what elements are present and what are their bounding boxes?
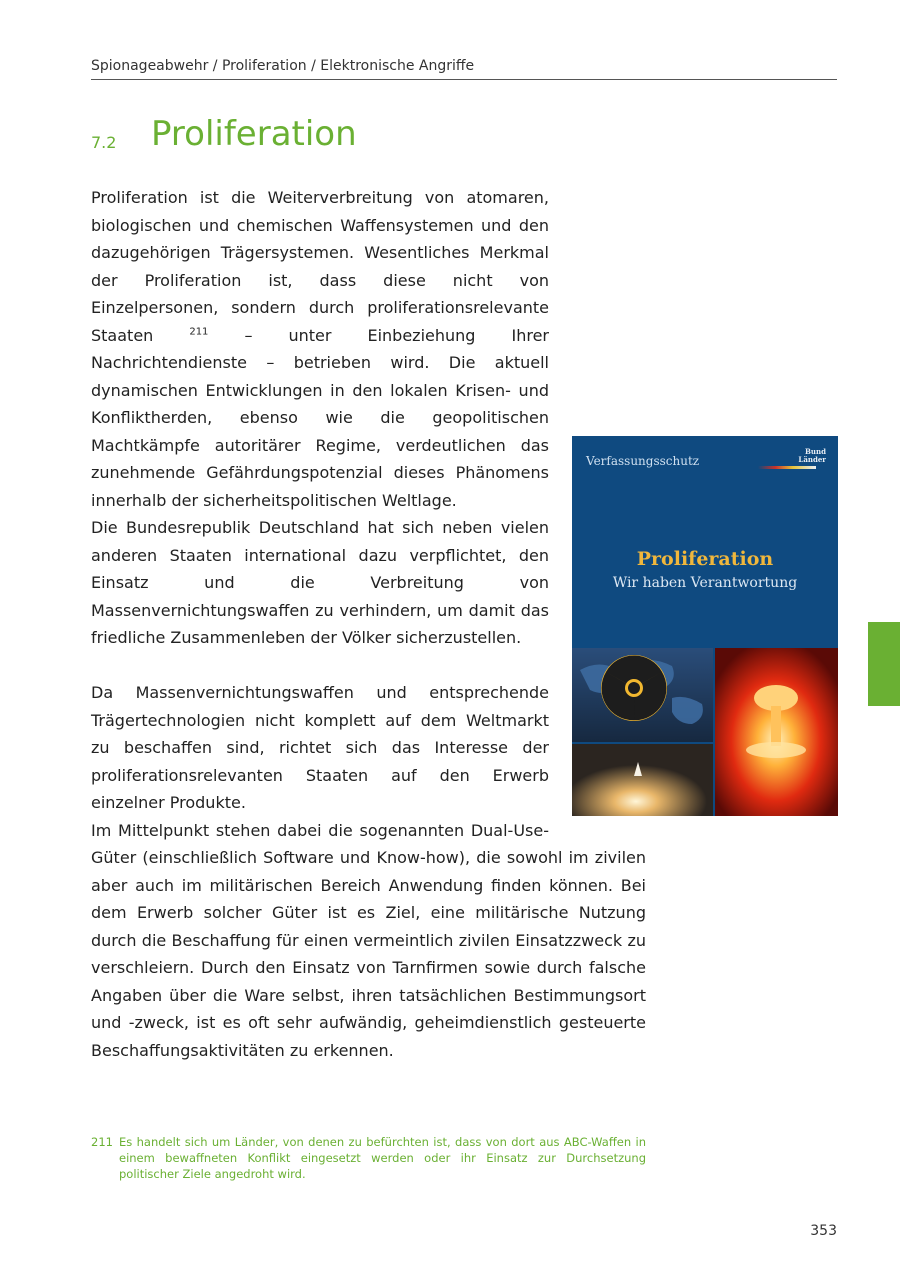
chapter-tab-marker: [868, 622, 900, 706]
cover-subtitle: Wir haben Verantwortung: [612, 575, 798, 591]
logo-line-1: Bund: [805, 447, 826, 456]
section-title: Proliferation: [151, 114, 357, 154]
footnote-text: Es handelt sich um Länder, von denen zu befürchten ist, dass von dort aus ABC-Waffen in einem bewaffneten Konflikt eingesetzt werden oder ihr Einsatz zur Durchsetzung politischer Ziele angedroht wird.: [119, 1135, 646, 1181]
paragraph-4: Im Mittelpunkt stehen dabei die sogenannten Dual-Use-Güter (einschließlich Software und Know-how), die sowohl im zivilen aber auch im militärischen Bereich Anwendung finden können. Bei dem Erwerb solcher Güter ist es Ziel, eine militärische Nutzung durch die Beschaffung für einen vermeintlich zivilen Einsatzzweck zu verschleiern. Durch den Einsatz von Tarnfirmen sowie durch falsche Angaben über die Ware selbst, ihren tatsächlichen Bestimmungsort und -zweck, ist es oft sehr aufwändig, geheimdienstlich gesteuerte Beschaffungsaktivitäten zu erkennen.: [91, 820, 646, 1060]
rocket-launch-panel: [572, 743, 714, 816]
paragraph-1-part-a: Proliferation ist die Weiterverbreitung von atomaren, biologischen und chemischen Waffensystemen und den dazugehörigen Trägersystemen. Wesentliches Merkmal der Proliferation ist, dass diese nicht von Einzelpersonen, sondern durch proliferationsrelevante Staaten: [91, 188, 549, 345]
body-text: [91, 184, 646, 1064]
cover-publisher: Verfassungsschutz: [586, 454, 700, 468]
footnote-number: 211: [91, 1135, 113, 1149]
paragraph-1-part-b: – unter Einbeziehung Ihrer Nachrichtendienste – betrieben wird. Die aktuell dynamischen Entwicklungen in den lokalen Krisen- und Konfliktherden, ebenso wie die geopolitischen Machtkämpfe autoritärer Regime, verdeutlichen das zunehmende Gefährdungspotenzial dieses Phänomens innerhalb der sicherheitspolitischen Weltlage.: [91, 325, 549, 510]
logo-color-bar: [758, 466, 816, 469]
section-number: 7.2: [91, 133, 117, 152]
cover-title: Proliferation: [636, 548, 774, 570]
brochure-cover-image: [572, 436, 838, 816]
logo-line-2: Länder: [798, 455, 826, 464]
footnote-reference[interactable]: 211: [189, 326, 209, 338]
paragraph-3: Da Massenvernichtungswaffen und entsprechende Trägertechnologien nicht komplett auf dem Weltmarkt zu beschaffen sind, richtet sich das Interesse der proliferationsrelevanten Staaten auf den Erwerb einzelner Produkte.: [91, 683, 549, 812]
bund-laender-logo: [756, 448, 826, 470]
page-number: 353: [810, 1223, 837, 1239]
paragraph-2: Die Bundesrepublik Deutschland hat sich neben vielen anderen Staaten international dazu verpflichtet, den Einsatz und die Verbreitung von Massenvernichtungswaffen zu verhindern, um damit das friedliche Zusammenleben der Völker sicherzustellen.: [91, 518, 549, 647]
cover-collage: [572, 648, 838, 816]
running-head: Spionageabwehr / Proliferation / Elektronische Angriffe: [91, 58, 837, 80]
